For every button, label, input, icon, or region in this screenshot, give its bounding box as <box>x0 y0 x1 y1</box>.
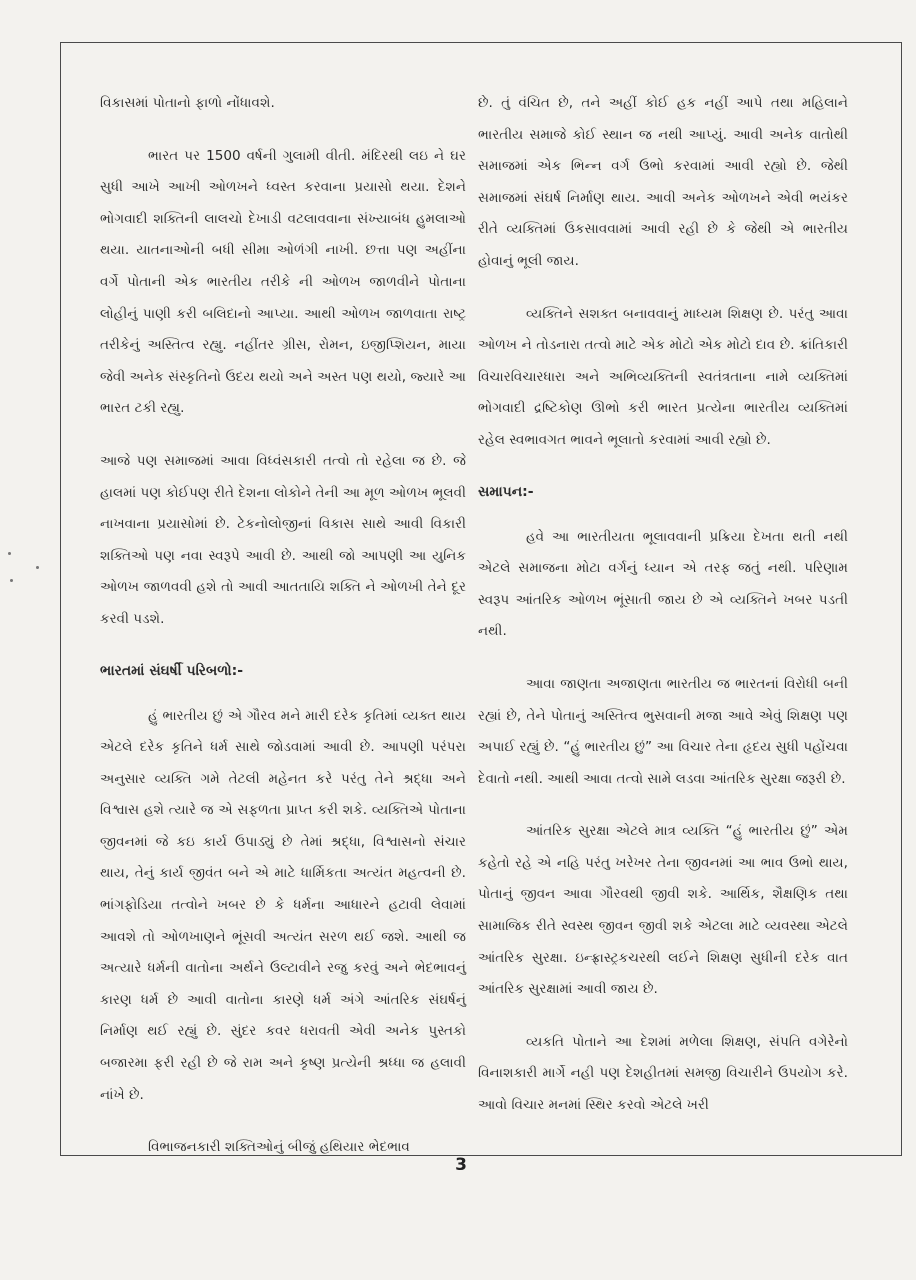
paragraph: ભારત પર 1500 વર્ષની ગુલામી વીતી. મંદિરથી લઇ ને ઘર સુધી આખે આખી ઓળખને ધ્વસ્ત કરવાના પ્રયાસો થયા. દેશને ભોગવાદી શક્તિની લાલચો દેખાડી વટલાવવાના સંખ્યાબંધ હુમલાઓ થયા. યાતનાઓની બધી સીમા ઓળંગી નાખી. છત્તા પણ અહીંના વર્ગે પોતાની એક ભારતીય તરીકે ની ઓળખ જાળવીને પોતાના લોહીનું પાણી કરી બલિદાનો આપ્યા. આથી ઓળખ જાળવાતા રાષ્ટ્ર તરીકેનું અસ્તિત્વ રહ્યુ. નહીંતર ગ્રીસ, રોમન, ઇજીપ્શિયન, માયા જેવી અનેક સંસ્કૃતિનો ઉદય થયો અને અસ્ત પણ થયો, જ્યારે આ ભારત ટકી રહ્યુ. <box>100 147 466 417</box>
scan-mark <box>8 552 11 555</box>
paragraph: આજે પણ સમાજમાં આવા વિધ્વંસકારી તત્વો તો રહેલા જ છે. જે હાલમાં પણ કોઈપણ રીતે દેશના લોકોને તેની આ મૂળ ઓળખ ભૂલવી નાખવાના પ્રયાસોમાં છે. ટેકનોલોજીનાં વિકાસ સાથે આવી વિકારી શક્તિઓ પણ નવા સ્વરૂપે આવી છે. આથી જો આપણી આ યુનિક ઓળખ જાળવવી હશે તો આવી આતતાયિ શક્તિ ને ઓળખી તેને દૂર કરવી પડશે. <box>100 452 466 627</box>
section-heading: ભારતમાં સંઘર્ષી પરિબળો:- <box>100 662 244 679</box>
paragraph: વ્યક્તિને સશક્ત બનાવવાનું માધ્યમ શિક્ષણ છે. પરંતુ આવા ઓળખ ને તોડનારા તત્વો માટે એક મોટો એક મોટો દાવ છે. ક્રાંતિકારી વિચારવિચારધારા અને અભિવ્યક્તિની સ્વતંત્રતાના નામે વ્યક્તિમાં ભોગવાદી દ્રષ્ટિકોણ ઊભો કરી ભારત પ્રત્યેના ભારતીય વ્યક્તિમાં રહેલ સ્વભાવગત ભાવને ભૂલાતો કરવામાં આવી રહ્યો છે. <box>478 305 848 448</box>
paragraph: હું ભારતીય છું એ ગૌરવ મને મારી દરેક કૃતિમાં વ્યક્ત થાય એટલે દરેક કૃતિને ધર્મ સાથે જોડવામાં આવી છે. આપણી પરંપરા અનુસાર વ્યક્તિ ગમે તેટલી મહેનત કરે પરંતુ તેને શ્રદ્ધા અને વિશ્વાસ હશે ત્યારે જ એ સફળતા પ્રાપ્ત કરી શકે. વ્યક્તિએ પોતાના જીવનમાં જે કઇ કાર્ય ઉપાડ્યું છે તેમાં શ્રદ્ધા, વિશ્વાસનો સંચાર થાય, તેનું કાર્ય જીવંત બને એ માટે ધાર્મિકતા અત્યંત મહત્વની છે. ભાંગફોડિયા તત્વોને ખબર છે કે ધર્મના આધારને હટાવી લેવામાં આવશે તો ઓળખાણને ભૂંસવી અત્યંત સરળ થઈ જશે. આથી જ અત્યારે ધર્મની વાતોના અર્થને ઉલ્ટાવીને રજુ કરવું અને ભેદભાવનું કારણ ધર્મ છે આવી વાતોના કારણે ધર્મ અંગે આંતરિક સંઘર્ષનું નિર્માણ થઈ રહ્યું છે. સુંદર કવર ધરાવતી એવી અનેક પુસ્તકો બજારમા ફરી રહી છે જે રામ અને કૃષ્ણ પ્રત્યેની શ્રધ્ધા જ હલાવી નાંખે છે. <box>100 707 467 1103</box>
scan-mark <box>10 579 13 582</box>
right-column <box>478 88 848 1143</box>
scan-mark <box>36 566 39 569</box>
paragraph: હવે આ ભારતીયતા ભૂલાવવાની પ્રક્રિયા દેખતા થતી નથી એટલે સમાજના મોટા વર્ગનું ધ્યાન એ તરફ જતું નથી. પરિણામ સ્વરૂપ આંતરિક ઓળખ ભૂંસાતી જાય છે એ વ્યક્તિને ખબર પડતી નથી. <box>478 528 848 640</box>
paragraph: વિકાસમાં પોતાનો ફાળો નોંધાવશે. <box>100 95 275 111</box>
paragraph: વ્યકતિ પોતાને આ દેશમાં મળેલા શિક્ષણ, સંપતિ વગેરેનો વિનાશકારી માર્ગે નહી પણ દેશહીતમાં સમજી વિચારીને ઉપયોગ કરે. આવો વિચાર મનમાં સ્થિર કરવો એટલે ખરી <box>478 1033 848 1114</box>
left-column <box>100 88 466 1185</box>
paragraph: આંતરિક સુરક્ષા એટલે માત્ર વ્યક્તિ “હું ભારતીય છું” એમ કહેતો રહે એ નહિ પરંતુ ખરેખર તેના જીવનમાં આ ભાવ ઉભો થાય, પોતાનું જીવન આવા ગૌરવથી જીવી શકે. આર્થિક, શૈક્ષણિક તથા સામાજિક રીતે સ્વસ્થ જીવન જીવી શકે એટલા માટે વ્યવસ્થા એટલે આંતરિક સુરક્ષા. ઇન્ફ્રાસ્ટ્રકચરથી લઈને શિક્ષણ સુધીની દરેક વાત આંતરિક સુરક્ષામાં આવી જાય છે. <box>478 823 848 998</box>
paragraph: આવા જાણતા અજાણતા ભારતીય જ ભારતનાં વિરોધી બની રહ્યાં છે, તેને પોતાનું અસ્તિત્વ ભુસવાની મજા આવે એવું શિક્ષણ પણ અપાઈ રહ્યું છે. “હું ભારતીય છું” આ વિચાર તેના હૃદય સુધી પહોંચવા દેવાતો નથી. આથી આવા તત્વો સામે લડવા આંતરિક સુરક્ષા જરૂરી છે. <box>478 675 848 787</box>
paragraph: વિભાજનકારી શક્તિઓનું બીજું હથિયાર ભેદભાવ <box>148 1139 410 1156</box>
paragraph: છે. તું વંચિત છે, તને અહીં કોઈ હક નહીં આપે તથા મહિલાને ભારતીય સમાજે કોઈ સ્થાન જ નથી આપ્યું. આવી અનેક વાતોથી સમાજમાં એક ભિન્ન વર્ગ ઉભો કરવામાં આવી રહ્યો છે. જેથી સમાજમાં સંઘર્ષ નિર્માણ થાય. આવી અનેક ઓળખને એવી ભયંકર રીતે વ્યક્તિમાં ઉકસાવવામાં આવી રહી છે કે જેથી એ ભારતીય હોવાનું ભૂલી જાય. <box>478 95 848 269</box>
section-heading: સમાપન:- <box>478 483 534 500</box>
page-number: 3 <box>455 1155 467 1175</box>
